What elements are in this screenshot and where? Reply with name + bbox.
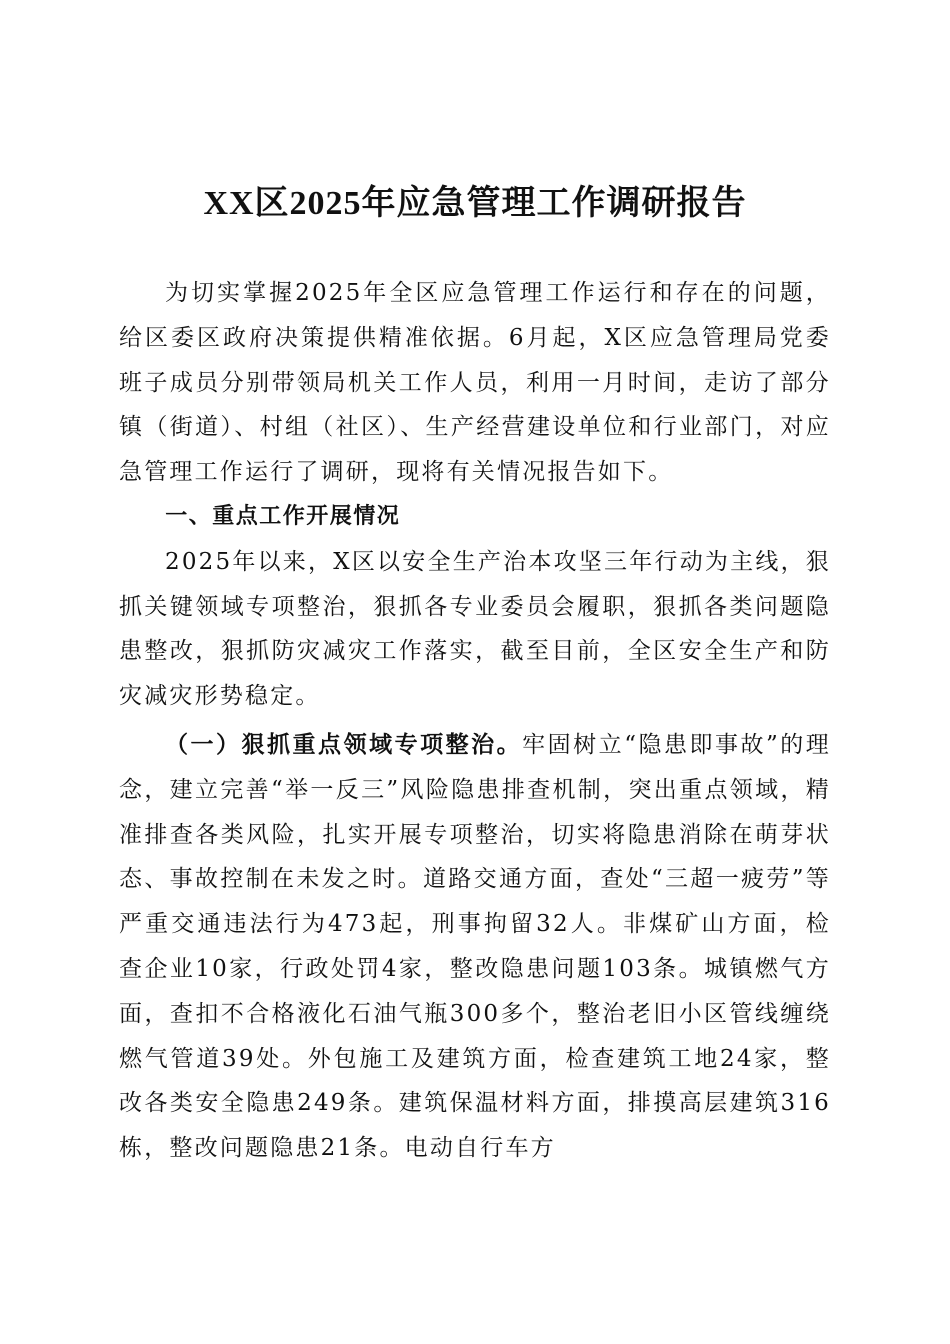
document-body	[119, 271, 831, 1171]
section-heading-1: 一、重点工作开展情况	[165, 503, 401, 529]
subsection-1-text: 牢固树立“隐患即事故”的理念，建立完善“举一反三”风险隐患排查机制，突出重点领域，精准排查各类风险，扎实开展专项整治，切实将隐患消除在萌芽状态、事故控制在未发之时。道路交通方面，查处“三超一疲劳”等严重交通违法行为473起，刑事拘留32人。非煤矿山方面，检查企业10家，行政处罚4家，整改隐患问题103条。城镇燃气方面，查扣不合格液化石油气瓶300多个，整治老旧小区管线缠绕燃气管道39处。外包施工及建筑方面，检查建筑工地24家，整改各类安全隐患249条。建筑保温材料方面，排摸高层建筑316栋，整改问题隐患21条。电动自行车方	[119, 731, 831, 1162]
subsection-1-lead: （一）狠抓重点领域专项整治。	[165, 730, 523, 758]
intro-paragraph: 为切实掌握2025年全区应急管理工作运行和存在的问题，给区委区政府决策提供精准依据。6月起，X区应急管理局党委班子成员分别带领局机关工作人员，利用一月时间，走访了部分镇（街道）、村组（社区）、生产经营建设单位和行业部门，对应急管理工作运行了调研，现将有关情况报告如下。	[119, 280, 831, 486]
section-1-paragraph: 2025年以来，X区以安全生产治本攻坚三年行动为主线，狠抓关键领域专项整治，狠抓各专业委员会履职，狠抓各类问题隐患整改，狠抓防灾减灾工作落实，截至目前，全区安全生产和防灾减灾形势稳定。	[119, 548, 831, 710]
subsection-1-paragraph	[119, 723, 831, 1171]
document-title: XX区2025年应急管理工作调研报告	[203, 185, 747, 222]
